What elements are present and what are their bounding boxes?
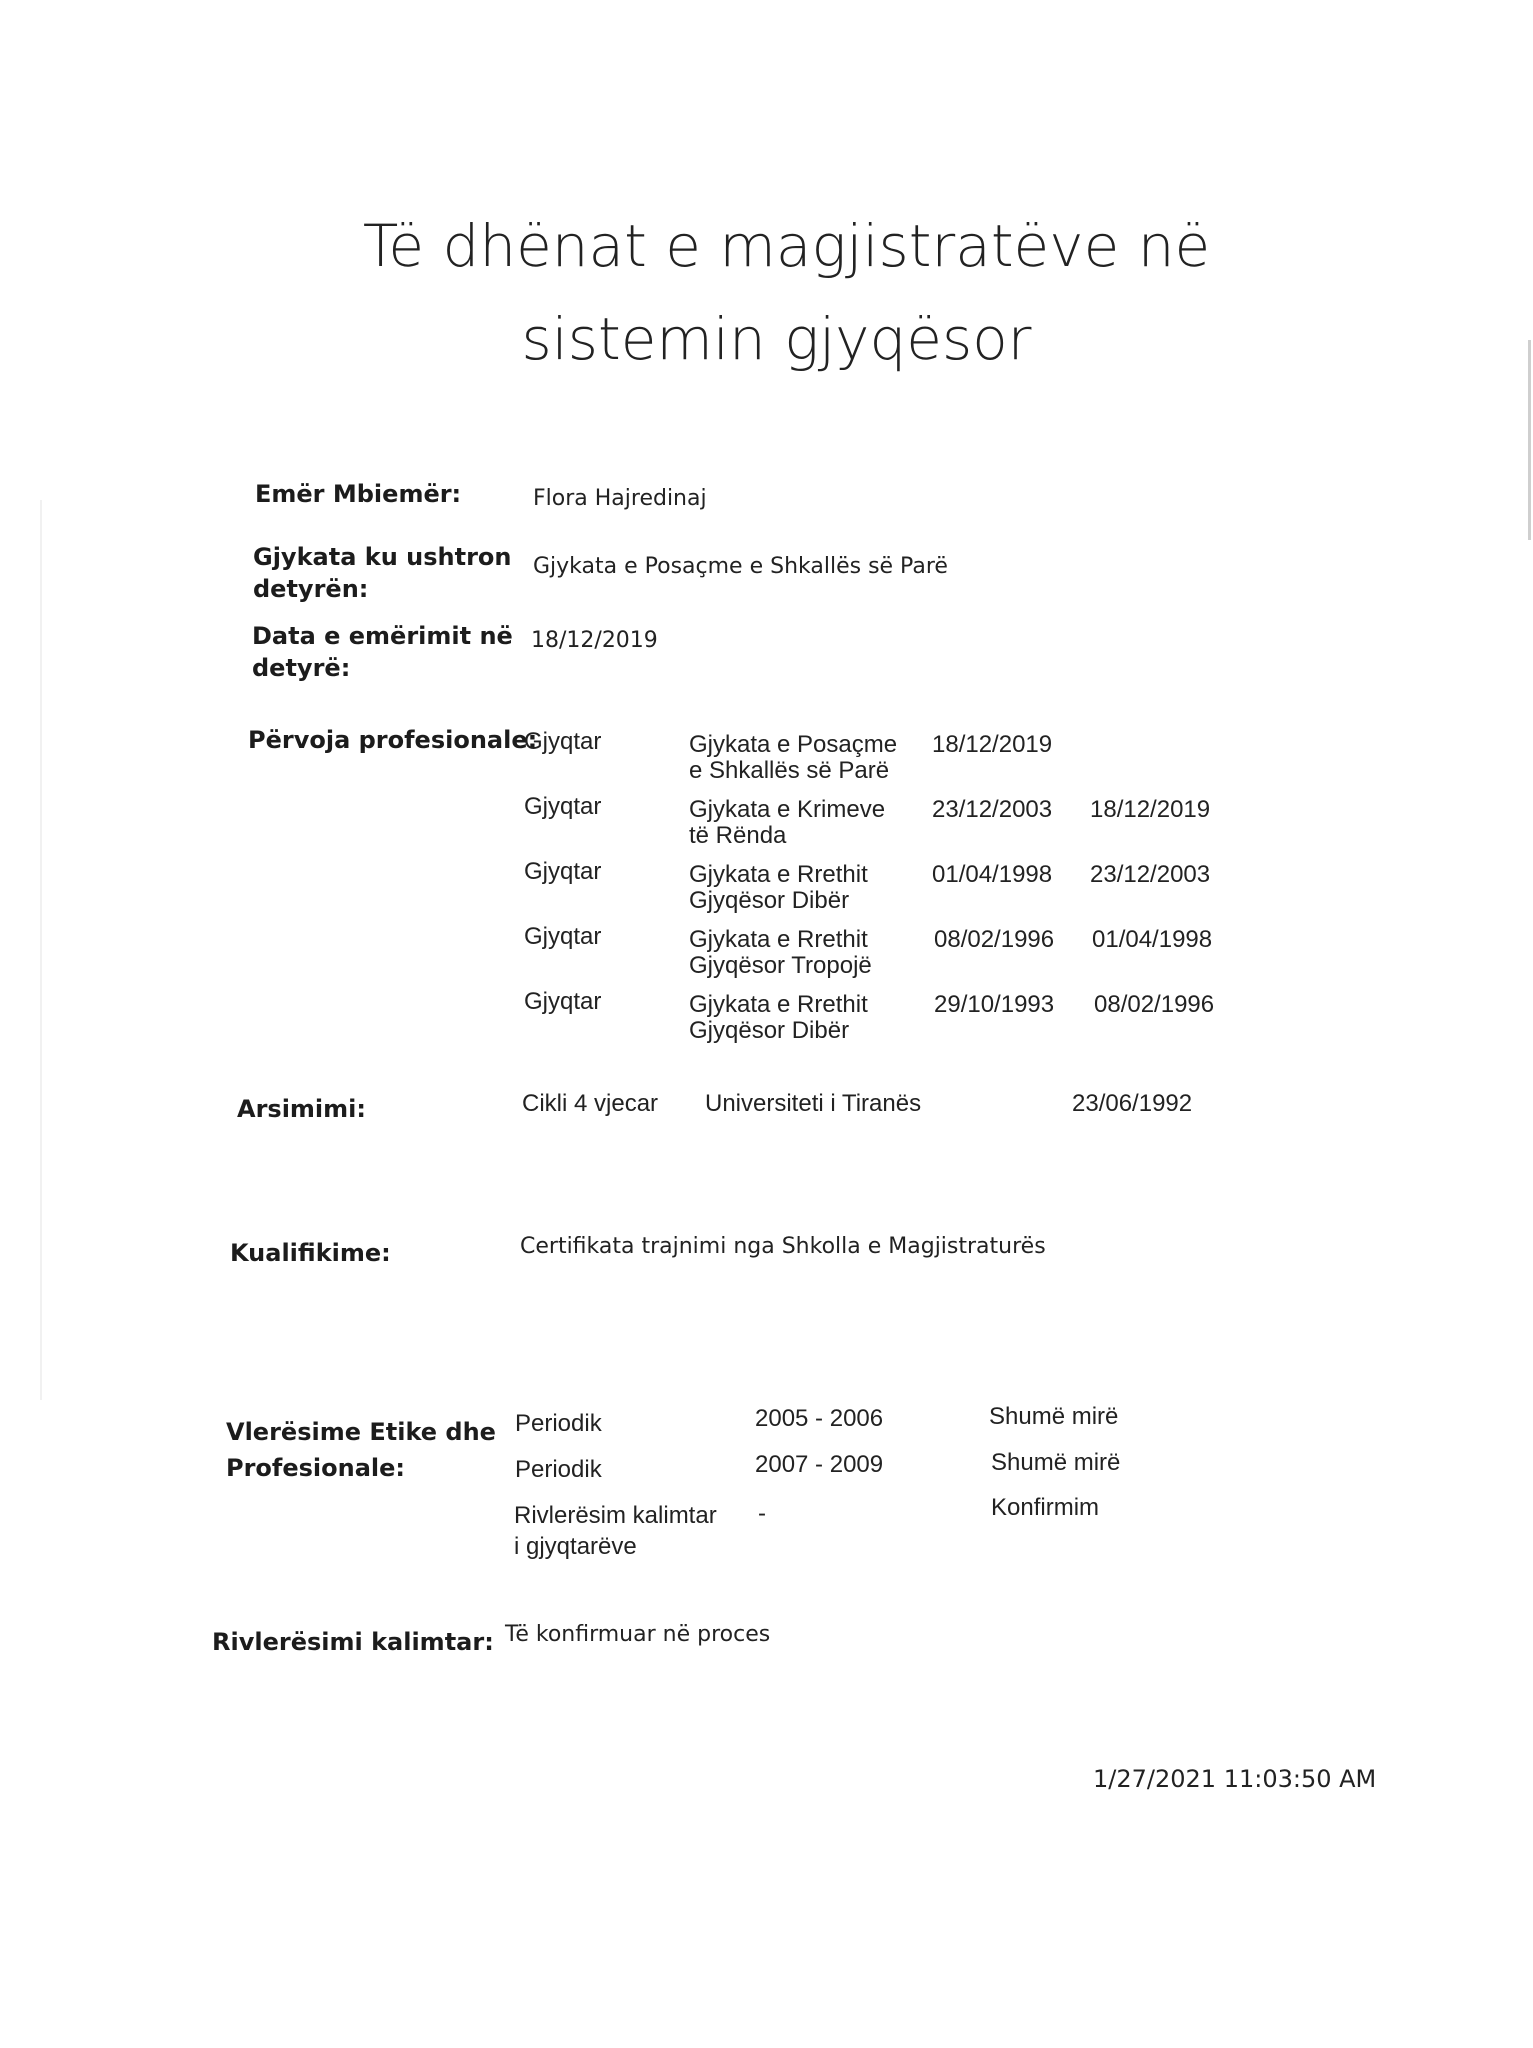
evaluation-grade: Shumë mirë: [989, 1403, 1119, 1430]
experience-to: 08/02/1996: [1094, 991, 1215, 1018]
evaluation-grade: Konfirmim: [991, 1494, 1100, 1521]
evaluations-label-line2: Profesionale:: [226, 1454, 406, 1482]
experience-court-line2: Gjyqësor Tropojë: [689, 952, 872, 979]
evaluation-type-line1: Rivlerësim kalimtar: [514, 1502, 717, 1529]
court-label-line2: detyrën:: [253, 575, 369, 603]
evaluation-type: Periodik: [515, 1456, 602, 1483]
experience-court-line2: e Shkallës së Parë: [689, 757, 890, 784]
experience-court-line1: Gjykata e Rrethit: [689, 991, 868, 1018]
experience-role: Gjyqtar: [524, 988, 602, 1015]
vetting-label: Rivlerësimi kalimtar:: [212, 1628, 494, 1656]
evaluation-grade: Shumë mirë: [991, 1449, 1121, 1476]
experience-court-line1: Gjykata e Rrethit: [689, 926, 868, 953]
experience-court-line2: Gjyqësor Dibër: [689, 1017, 850, 1044]
experience-from: 29/10/1993: [934, 991, 1055, 1018]
experience-role: Gjyqtar: [524, 858, 602, 885]
court-value: Gjykata e Posaçme e Shkallës së Parë: [533, 554, 948, 579]
experience-court-line1: Gjykata e Posaçme: [689, 731, 898, 758]
evaluation-type: Periodik: [515, 1410, 602, 1437]
experience-to: 23/12/2003: [1090, 861, 1211, 888]
experience-to: 01/04/1998: [1092, 926, 1213, 953]
scan-edge-shadow: [40, 500, 42, 1400]
court-label-line1: Gjykata ku ushtron: [253, 543, 512, 571]
experience-from: 18/12/2019: [932, 731, 1053, 758]
education-date: 23/06/1992: [1072, 1090, 1193, 1117]
education-cycle: Cikli 4 vjecar: [522, 1090, 659, 1117]
evaluation-period: 2005 - 2006: [755, 1405, 884, 1432]
qualifications-value: Certifikata trajnimi nga Shkolla e Magjistraturës: [520, 1234, 1046, 1259]
experience-from: 23/12/2003: [932, 796, 1053, 823]
experience-role: Gjyqtar: [524, 728, 602, 755]
evaluation-type-line2: i gjyqtarëve: [514, 1533, 637, 1560]
appointment-value: 18/12/2019: [531, 628, 658, 653]
experience-court-line2: Gjyqësor Dibër: [689, 887, 850, 914]
appointment-label-line2: detyrë:: [252, 654, 351, 682]
evaluation-period: -: [758, 1500, 766, 1527]
education-label: Arsimimi:: [237, 1095, 366, 1123]
evaluation-period: 2007 - 2009: [755, 1451, 884, 1478]
experience-from: 08/02/1996: [934, 926, 1055, 953]
qualifications-label: Kualifikime:: [230, 1239, 391, 1267]
evaluations-label-line1: Vlerësime Etike dhe: [226, 1418, 496, 1446]
name-label: Emër Mbiemër:: [255, 480, 462, 508]
experience-role: Gjyqtar: [524, 793, 602, 820]
experience-court-line1: Gjykata e Krimeve: [689, 796, 886, 823]
page-title-line2: sistemin gjyqësor: [521, 305, 1032, 373]
experience-role: Gjyqtar: [524, 923, 602, 950]
experience-court-line2: të Rënda: [689, 822, 787, 849]
page-title-line1: Të dhënat e magjistratëve në: [362, 212, 1211, 280]
vetting-value: Të konfirmuar në proces: [505, 1622, 771, 1647]
appointment-label-line1: Data e emërimit në: [252, 622, 513, 650]
experience-to: 18/12/2019: [1090, 796, 1211, 823]
experience-from: 01/04/1998: [932, 861, 1053, 888]
print-timestamp: 1/27/2021 11:03:50 AM: [1093, 1765, 1377, 1793]
experience-court-line1: Gjykata e Rrethit: [689, 861, 868, 888]
education-university: Universiteti i Tiranës: [705, 1090, 922, 1117]
experience-label: Përvoja profesionale:: [248, 726, 538, 754]
name-value: Flora Hajredinaj: [533, 486, 707, 511]
